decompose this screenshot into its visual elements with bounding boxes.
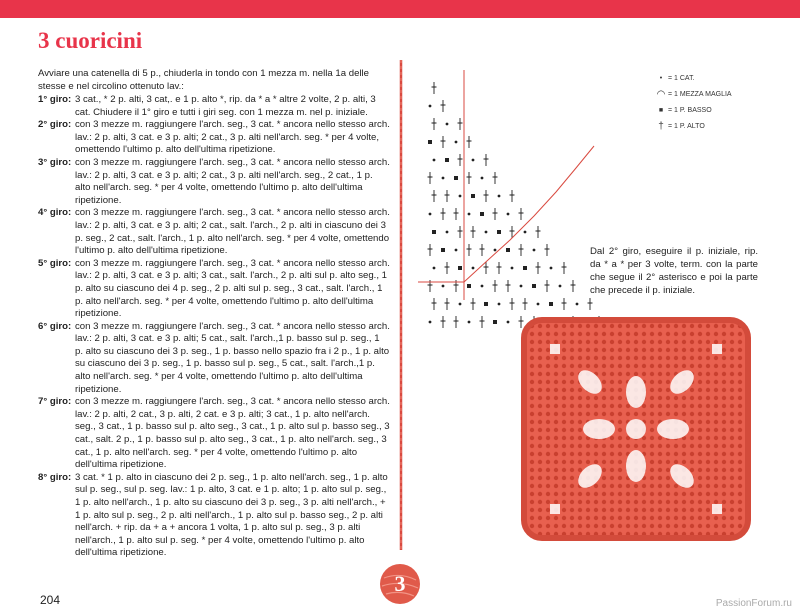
- double-crochet-mark: [432, 298, 437, 310]
- section-badge: [378, 562, 422, 606]
- chain-stitch-mark: [455, 249, 458, 252]
- round-text: 3 cat., * 2 p. alti, 3 cat,. e 1 p. alto *, rip. da * a * altre 2 volte, 2 p. alti, 3 cat. Chiudere il 1° giro e tutti i giri seg. con 1 mezza m. nel p. iniziale.: [75, 94, 376, 118]
- chain-stitch-mark: [520, 285, 523, 288]
- round-1: [38, 94, 390, 119]
- legend-label: = 1 CAT.: [668, 74, 695, 82]
- double-crochet-mark: [480, 316, 485, 328]
- chain-stitch-mark: [481, 285, 484, 288]
- double-crochet-mark: [445, 298, 450, 310]
- single-crochet-mark: [432, 230, 436, 234]
- chain-stitch-mark: [485, 231, 488, 234]
- rounds-list: [38, 94, 390, 560]
- chain-stitch-mark: [498, 303, 501, 306]
- round-label: 5° giro:: [38, 257, 72, 269]
- single-crochet-mark: [428, 140, 432, 144]
- double-crochet-mark: [510, 298, 515, 310]
- single-crochet-mark: [471, 194, 475, 198]
- chain-stitch-mark: [507, 321, 510, 324]
- round-6: [38, 321, 390, 397]
- double-crochet-mark: [510, 190, 515, 202]
- double-crochet-mark: [441, 100, 446, 112]
- double-crochet-mark: [432, 118, 437, 130]
- chain-stitch-mark: [576, 303, 579, 306]
- double-crochet-mark: [441, 136, 446, 148]
- double-crochet-mark: [428, 172, 433, 184]
- crochet-chart-diagram: [418, 60, 618, 340]
- chain-stitch-mark: [429, 321, 432, 324]
- chain-stitch-mark: [459, 195, 462, 198]
- single-crochet-mark: [454, 176, 458, 180]
- chain-stitch-mark: [507, 213, 510, 216]
- double-crochet-mark: [445, 190, 450, 202]
- round-3: [38, 157, 390, 207]
- section-number: 3: [394, 571, 406, 596]
- double-crochet-mark: [428, 244, 433, 256]
- round-4: [38, 207, 390, 257]
- round-text: con 3 mezze m. raggiungere l'arch. seg., 3 cat. * ancora nello stesso arch. lav.: 2 p. alti, 3 cat. e 3 p. alti; 2 cat., salt. l'arch., 2 p. alti in ciascuno dei 3 p. seg., 2 cat., salt. l'arch., 1 p. alto nell'arch. seg. * per 4 volte, omettendo l'ultimo p. alto dell'ultima ripetizione.: [75, 207, 390, 257]
- round-7: [38, 396, 390, 472]
- single-crochet-mark: [506, 248, 510, 252]
- chain-stitch-mark: [459, 303, 462, 306]
- double-crochet-mark: [432, 82, 437, 94]
- double-crochet-mark: [506, 280, 511, 292]
- single-crochet-mark: [497, 230, 501, 234]
- double-crochet-mark: [519, 208, 524, 220]
- double-crochet-mark: [432, 190, 437, 202]
- double-crochet-mark: [536, 226, 541, 238]
- chain-stitch-mark: [481, 177, 484, 180]
- round-text: con 3 mezze m. raggiungere l'arch. seg., 3 cat. * ancora nello stesso arch. lav.: 2 p. alti, 3 cat. e 3 p. alti; 2 cat., 3 p. alti nell'arch. seg. * per 4 volte, omettendo l'ultimo p. alto dell'ultima ripetizione.: [75, 119, 390, 156]
- chain-stitch-mark: [550, 267, 553, 270]
- double-crochet-mark: [545, 280, 550, 292]
- crochet-square-photo: [520, 314, 752, 544]
- double-crochet-mark: [493, 208, 498, 220]
- chain-stitch-mark: [559, 285, 562, 288]
- single-crochet-mark: [493, 320, 497, 324]
- single-crochet-mark: [523, 266, 527, 270]
- chain-stitch-mark: [494, 249, 497, 252]
- cross-stitch-icon: †: [658, 120, 664, 132]
- single-crochet-mark: [480, 212, 484, 216]
- round-label: 8° giro:: [38, 471, 72, 483]
- double-crochet-mark: [458, 154, 463, 166]
- watermark: PassionForum.ru: [715, 598, 792, 609]
- chart-legend: [654, 70, 732, 134]
- chain-stitch-mark: [533, 249, 536, 252]
- round-text: con 3 mezze m. raggiungere l'arch. seg., 3 cat. * ancora nello stesso arch. lav.: 2 p. alti, 2 cat., 3 p. alti, 2 cat. e 3 p. alti; 3 cat., 1 p. alto nell'arch. seg., 3 cat., 1 p. basso sul p. alto seg., 3 cat., 1 p. alto sul p. basso seg., 3 cat., salt. 2 p., 1 p. basso sul p. alto seg., 3 cat., 1 p. alto nell'arch. seg., 3 cat., 1 p. alto nell'arch. seg. * per 4 volte, omettendo l'ultimo p. alto dell'ultima ripetizione.: [75, 396, 390, 471]
- double-crochet-mark: [519, 244, 524, 256]
- single-crochet-mark: [484, 302, 488, 306]
- round-text: con 3 mezze m. raggiungere l'arch. seg., 3 cat. * ancora nello stesso arch. lav.: 2 p. alti, 3 cat. e 3 p. alti; 5 cat., salt. l'arch.,1 p. basso sul p. seg., 1 p. alto su ciascuno dei 3 p. seg., 1 p. basso nello spazio fra i 2 p., 1 p. alto su ciascuno dei 3 p. seg., 1 p. basso sul p. seg., 5 cat., salt. l'arch.,1 p. alto nell'arch. seg. * per 4 volte, omettendo l'ultimo p. alto dell'ultima ripetizione.: [75, 320, 390, 395]
- legend-label: = 1 P. ALTO: [668, 122, 705, 130]
- single-crochet-mark: [549, 302, 553, 306]
- round-text: con 3 mezze m. raggiungere l'arch. seg., 3 cat. * ancora nello stesso arch. lav.: 2 p. alti, 3 cat. e 3 p. alti; 3 cat., salt. l'arch., 2 p. alti sul p. alto seg., 1 p. alto su ciascuno dei 4 p. seg., 2 p. alti sul p. seg., 3 cat., salt. l'arch., 1 p. alto nell'arch. seg. * per 4 volte, omettendo l'ultimo p. alto dell'ultima ripetizione.: [75, 257, 390, 320]
- chain-stitch-mark: [511, 267, 514, 270]
- single-crochet-mark: [441, 248, 445, 252]
- chain-stitch-mark: [442, 177, 445, 180]
- double-crochet-mark: [523, 298, 528, 310]
- chain-stitch-mark: [468, 321, 471, 324]
- double-crochet-mark: [471, 298, 476, 310]
- double-crochet-mark: [458, 226, 463, 238]
- double-crochet-mark: [467, 172, 472, 184]
- single-crochet-mark: [458, 266, 462, 270]
- chain-stitch-mark: [446, 231, 449, 234]
- intro-paragraph: Avviare una catenella di 5 p., chiuderla in tondo con 1 mezza m. nella 1a delle stesse e nel circolino ottenuto lav.:: [38, 68, 370, 92]
- round-5: [38, 258, 390, 321]
- round-text: 3 cat. * 1 p. alto in ciascuno dei 2 p. seg., 1 p. alto nell'arch. seg., 1 p. alto sul p. seg., sul p. seg. lav.: 1 p. alto, 3 cat. e 1 p. alto; 1 p. alto sul p. seg., 1 p. alto nell'arch., 1 p. alto su ciascuno dei 3 p. seg., 3 p. alti nell'arch., + 1 p. alto sul p. seg., 2 p. alti nell'arch., 1 p. alto sul p. basso seg., 2 p. alti nell'arch. + rip. da + a + ancora 1 volta, 1 p. alto sul p. seg., 3 p. alti nell'arch., 1 p. alto sul p. seg. * per 4 volte, omettendo l'ultimo p. alto dell'ultima ripetizione.: [75, 471, 388, 559]
- single-crochet-mark: [445, 158, 449, 162]
- double-crochet-mark: [545, 244, 550, 256]
- double-crochet-mark: [445, 262, 450, 274]
- double-crochet-mark: [458, 118, 463, 130]
- round-2: [38, 119, 390, 157]
- legend-item-slip-stitch: [654, 86, 732, 102]
- double-crochet-mark: [536, 262, 541, 274]
- chain-stitch-mark: [472, 267, 475, 270]
- round-label: 4° giro:: [38, 207, 72, 219]
- double-crochet-mark: [441, 208, 446, 220]
- double-crochet-mark: [562, 298, 567, 310]
- chain-stitch-mark: [524, 231, 527, 234]
- round-label: 3° giro:: [38, 156, 72, 168]
- double-crochet-mark: [562, 262, 567, 274]
- double-crochet-mark: [493, 172, 498, 184]
- double-crochet-mark: [480, 244, 485, 256]
- round-text: con 3 mezze m. raggiungere l'arch. seg., 3 cat. * ancora nello stesso arch. lav.: 2 p. alti, 3 cat. e 3 p. alti; 2 cat., 3 p. alti nell'arch. seg., 2 cat., 1 p. alto nell'arch. seg. * per 4 volte, omettendo l'ultimo p. alto dell'ultima ripetizione.: [75, 156, 390, 206]
- chain-stitch-mark: [429, 213, 432, 216]
- double-crochet-mark: [493, 280, 498, 292]
- legend-label: = 1 MEZZA MAGLIA: [668, 90, 732, 98]
- chain-stitch-mark: [433, 159, 436, 162]
- chart-stitches: [428, 82, 602, 328]
- pattern-title: 3 cuoricini: [38, 28, 143, 53]
- double-crochet-mark: [467, 136, 472, 148]
- legend-item-double-crochet: [654, 118, 732, 134]
- chain-stitch-mark: [446, 123, 449, 126]
- round-label: 6° giro:: [38, 320, 72, 332]
- chain-stitch-mark: [537, 303, 540, 306]
- chain-stitch-mark: [472, 159, 475, 162]
- double-crochet-mark: [454, 316, 459, 328]
- chain-stitch-mark: [442, 285, 445, 288]
- round-label: 7° giro:: [38, 396, 72, 408]
- legend-label: = 1 P. BASSO: [668, 106, 712, 114]
- round-label: 2° giro:: [38, 119, 72, 131]
- chain-stitch-mark: [429, 105, 432, 108]
- single-crochet-mark: [467, 284, 471, 288]
- arc-icon: ◠: [656, 88, 666, 100]
- double-crochet-mark: [467, 244, 472, 256]
- square-icon: ■: [658, 106, 664, 114]
- double-crochet-mark: [441, 316, 446, 328]
- legend-item-single-crochet: [654, 102, 732, 118]
- single-crochet-mark: [532, 284, 536, 288]
- double-crochet-mark: [484, 154, 489, 166]
- double-crochet-mark: [571, 280, 576, 292]
- repeat-note: Dal 2° giro, eseguire il p. iniziale, rip. da * a * per 3 volte, term. con la parte che segue il 2° asterisco e poi la parte che precede il p. iniziale.: [590, 246, 758, 296]
- chain-stitch-mark: [498, 195, 501, 198]
- round-8: [38, 472, 390, 560]
- page-number: 204: [40, 593, 61, 607]
- double-crochet-mark: [454, 208, 459, 220]
- round-label: 1° giro:: [38, 94, 72, 105]
- double-crochet-mark: [471, 226, 476, 238]
- chain-stitch-mark: [455, 141, 458, 144]
- dot-icon: •: [659, 74, 663, 82]
- yarn-strand-divider: [398, 60, 404, 550]
- chain-stitch-mark: [468, 213, 471, 216]
- legend-item-chain: [654, 70, 732, 86]
- top-color-bar: [0, 0, 800, 18]
- double-crochet-mark: [484, 190, 489, 202]
- double-crochet-mark: [497, 262, 502, 274]
- chain-stitch-mark: [433, 267, 436, 270]
- double-crochet-mark: [588, 298, 593, 310]
